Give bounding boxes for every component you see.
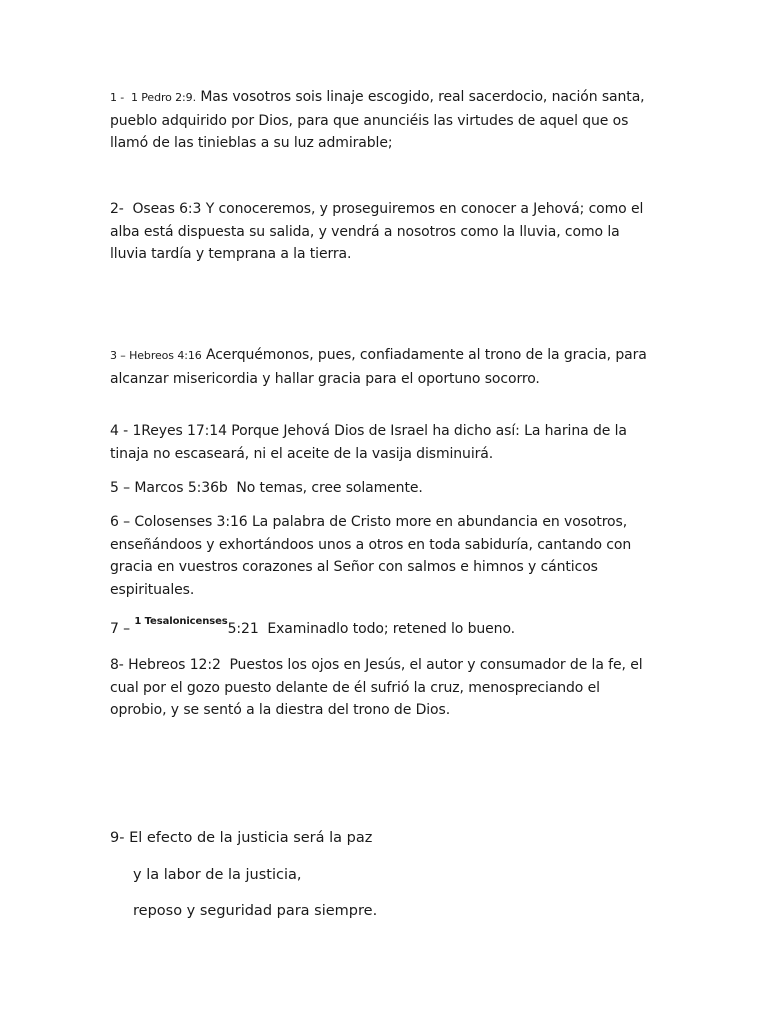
verse-reference: Marcos 5:36b [134, 480, 228, 496]
verse-6 [110, 511, 660, 601]
verse-reference: Colosenses 3:16 [134, 514, 248, 530]
verse-number: 4 - [110, 423, 133, 439]
verse-4 [110, 420, 660, 465]
verse-number: 6 – [110, 514, 135, 530]
verse-reference-verse: 5:21 [227, 621, 259, 637]
verse-number: 8- [110, 657, 129, 673]
verse-7 [110, 618, 660, 643]
verse-text: Examinadlo todo; retened lo bueno. [258, 621, 516, 637]
verse-reference: Oseas 6:3 [132, 201, 202, 217]
verse-text: Acerquémonos, pues, confiadamente al trono de la gracia, para alcanzar misericordia y hallar gracia para el oportuno socorro. [110, 347, 652, 387]
verse-reference: 1Reyes 17:14 [132, 423, 227, 439]
verse-text: La palabra de Cristo more en abundancia en vosotros, enseñándoos y exhortándoos unos a otros en toda sabiduría, cantando con gracia en vuestros corazones al Señor con salmos e himnos y cánticos espirituales. [110, 514, 636, 598]
verse-text: Porque Jehová Dios de Israel ha dicho así: La harina de la tinaja no escaseará, ni el aceite de la vasija disminuirá. [110, 423, 632, 462]
verse-number: 5 – [110, 480, 135, 496]
verse-8 [110, 654, 660, 722]
poem-line-3: reposo y seguridad para siempre. [133, 903, 378, 919]
verse-number: 7 – [110, 621, 135, 637]
verse-5 [110, 477, 660, 500]
verse-reference-book: 1 Tesalonicenses [134, 616, 228, 627]
verse-reference: 1 Pedro 2:9. [130, 91, 196, 104]
poem-line-2: y la labor de la justicia, [133, 867, 302, 883]
verse-1 [110, 86, 660, 155]
verse-text: No temas, cree solamente. [227, 480, 423, 496]
verse-number: 3 – [110, 349, 130, 362]
verse-number: 1 - [110, 91, 131, 104]
verse-2 [110, 198, 660, 266]
verse-text: Y conoceremos, y proseguiremos en conocer a Jehová; como el alba está dispuesta su salida, y vendrá a nosotros como la lluvia, como la lluvia tardía y temprana a la tierra. [110, 201, 648, 262]
verse-text: Mas vosotros sois linaje escogido, real sacerdocio, nación santa, pueblo adquirido por Dios, para que anunciéis las virtudes de aquel que os llamó de las tinieblas a su luz admirable; [110, 89, 649, 151]
verse-text: Puestos los ojos en Jesús, el autor y consumador de la fe, el cual por el gozo puesto delante de él sufrió la cruz, menospreciando el oprobio, y se sentó a la diestra del trono de Dios. [110, 657, 647, 718]
verse-3 [110, 344, 660, 390]
verse-reference: Hebreos 12:2 [128, 657, 221, 673]
verse-reference: Hebreos 4:16 [129, 349, 202, 362]
verse-number: 2- [110, 201, 133, 217]
poem-line-1: 9- El efecto de la justicia será la paz [110, 830, 373, 846]
